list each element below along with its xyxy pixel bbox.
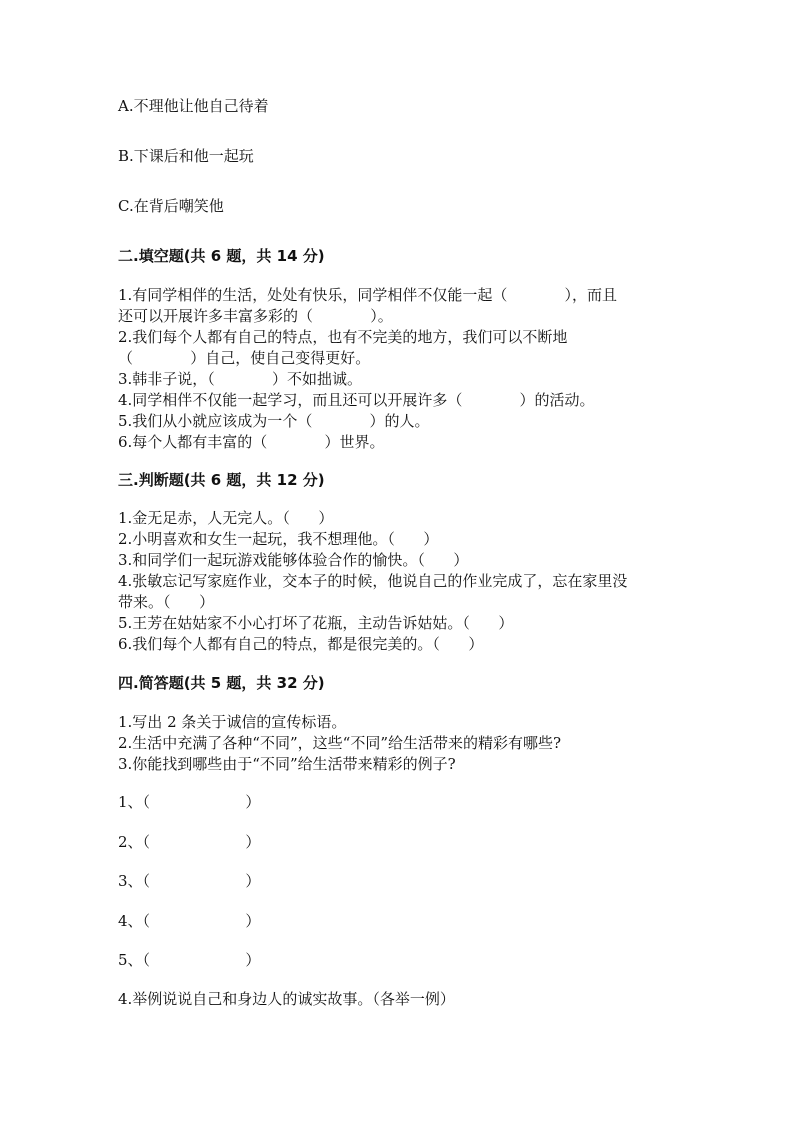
question-line: 3.和同学们一起玩游戏能够体验合作的愉快。（ ） xyxy=(118,551,469,569)
answer-blank-2: 2、（ ） xyxy=(118,833,261,851)
question-line: 2.我们每个人都有自己的特点，也有不完美的地方，我们可以不断地 xyxy=(118,328,568,346)
question-honesty-story: 4.举例说说自己和身边人的诚实故事。（各举一例） xyxy=(118,990,455,1008)
answer-blank-5: 5、（ ） xyxy=(118,951,261,969)
answer-blank-3: 3、（ ） xyxy=(118,872,261,890)
question-line: 5.我们从小就应该成为一个（ ）的人。 xyxy=(118,412,430,430)
question-line: 3.你能找到哪些由于“不同”给生活带来精彩的例子? xyxy=(118,755,456,773)
question-line: （ ）自己，使自己变得更好。 xyxy=(118,349,371,367)
question-line: 4.张敏忘记写家庭作业，交本子的时候，他说自己的作业完成了，忘在家里没 xyxy=(118,572,628,590)
question-line: 3.韩非子说，（ ）不如拙诚。 xyxy=(118,370,363,388)
question-line: 6.每个人都有丰富的（ ）世界。 xyxy=(118,433,385,451)
question-line: 带来。（ ） xyxy=(118,593,215,611)
question-line: 1.写出 2 条关于诚信的宣传标语。 xyxy=(118,713,347,731)
question-line: 4.同学相伴不仅能一起学习，而且还可以开展许多（ ）的活动。 xyxy=(118,391,595,409)
choice-option-a: A.不理他让他自己待着 xyxy=(118,97,269,115)
short-answer-questions xyxy=(118,712,688,775)
question-line: 1.有同学相伴的生活，处处有快乐，同学相伴不仅能一起（ ），而且 xyxy=(118,286,618,304)
question-line: 1.金无足赤，人无完人。（ ） xyxy=(118,509,334,527)
question-line: 5.王芳在姑姑家不小心打坏了花瓶，主动告诉姑姑。（ ） xyxy=(118,614,514,632)
answer-blank-4: 4、（ ） xyxy=(118,912,261,930)
true-false-questions xyxy=(118,508,688,655)
choice-option-c: C.在背后嘲笑他 xyxy=(118,197,224,215)
section-heading-short-answer: 四.简答题(共 5 题，共 32 分) xyxy=(118,674,325,692)
question-line: 还可以开展许多丰富多彩的（ ）。 xyxy=(118,307,393,325)
fill-blank-questions xyxy=(118,285,688,453)
section-heading-true-false: 三.判断题(共 6 题，共 12 分) xyxy=(118,471,325,489)
question-line: 2.生活中充满了各种“不同”，这些“不同”给生活带来的精彩有哪些? xyxy=(118,734,562,752)
section-heading-fill-blank: 二.填空题(共 6 题，共 14 分) xyxy=(118,247,325,265)
question-line: 6.我们每个人都有自己的特点，都是很完美的。（ ） xyxy=(118,635,484,653)
answer-blank-1: 1、（ ） xyxy=(118,793,261,811)
question-line: 2.小明喜欢和女生一起玩，我不想理他。（ ） xyxy=(118,530,439,548)
choice-option-b: B.下课后和他一起玩 xyxy=(118,147,254,165)
